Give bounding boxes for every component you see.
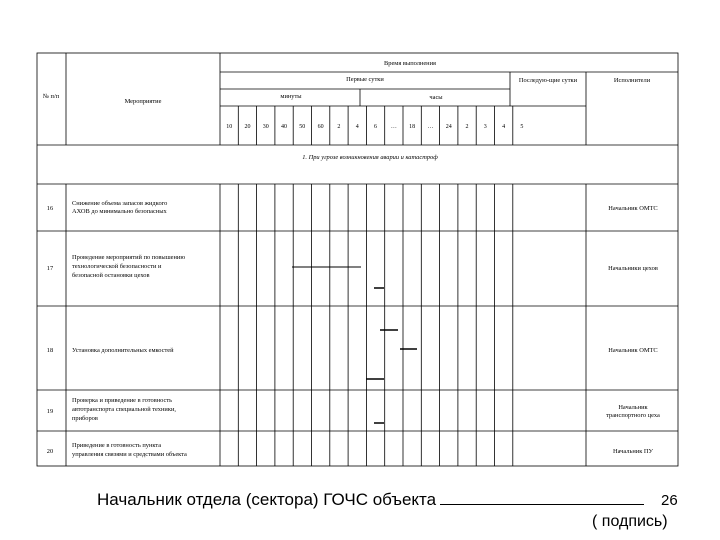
hours-header: часы (429, 94, 443, 101)
time-tick-label: 4 (502, 124, 506, 130)
time-tick-label: 40 (281, 124, 287, 130)
time-tick-label: … (390, 124, 397, 130)
row-executor: Начальник ОМТС (608, 347, 658, 354)
row-activity: Приведение в готовность пункта управления связями и средствами объекта (72, 442, 187, 458)
row-number: 18 (46, 347, 54, 354)
page-number: 26 (661, 492, 678, 509)
execution-time-header: Время выполнения (384, 60, 436, 67)
row-activity: Установка дополнительных емкостей (72, 347, 174, 354)
time-tick-label: 24 (445, 124, 452, 130)
time-tick-label: 4 (355, 124, 359, 130)
activity-header: Мероприятие (124, 98, 162, 105)
time-tick-label: 10 (226, 124, 233, 130)
time-tick-label: 50 (299, 124, 306, 130)
row-activity: Проведение мероприятий по повышению технологической безопасности и безопасной остановки цехов (72, 254, 186, 279)
signature-blank[interactable] (440, 489, 644, 505)
row-number: 16 (46, 205, 54, 212)
section-title: 1. При угрозе возникновения аварии и катастроф (302, 154, 438, 161)
executors-header: Исполнители (613, 77, 651, 84)
time-tick-label: 5 (520, 124, 524, 130)
following-days-header: Последую-щие сутки (518, 77, 578, 84)
time-tick-label: 3 (483, 124, 487, 130)
signature-line (97, 489, 644, 510)
row-executor: Начальники цехов (608, 265, 658, 272)
signature-label: Начальник отдела (сектора) ГОЧС объекта (97, 490, 437, 509)
row-number: 17 (46, 265, 54, 272)
time-tick-label: 2 (465, 124, 469, 130)
time-tick-label: 30 (262, 124, 269, 130)
row-number: 20 (46, 448, 54, 455)
first-day-header: Первые сутки (346, 76, 384, 83)
time-tick-label: 20 (244, 124, 251, 130)
time-tick-label: 6 (374, 124, 377, 130)
signature-caption: ( подпись) (592, 513, 668, 530)
time-tick-label: … (427, 124, 434, 130)
row-executor: Начальник транспортного цеха (606, 404, 660, 419)
time-tick-label: 2 (337, 124, 341, 130)
row-executor: Начальник ОМТС (608, 205, 658, 212)
row-activity: Снижение объема запасов жидкого АХОВ до минимально безопасных (72, 200, 168, 215)
row-number: 19 (46, 408, 54, 415)
time-tick-label: 18 (409, 124, 416, 130)
row-activity: Проверка и приведение в готовность автотранспорта специальной техники, приборов (72, 397, 176, 422)
row-executor: Начальник ПУ (612, 448, 654, 455)
time-tick-label: 60 (317, 124, 324, 130)
minutes-header: минуты (280, 93, 302, 100)
number-header: № п/п (42, 93, 60, 100)
